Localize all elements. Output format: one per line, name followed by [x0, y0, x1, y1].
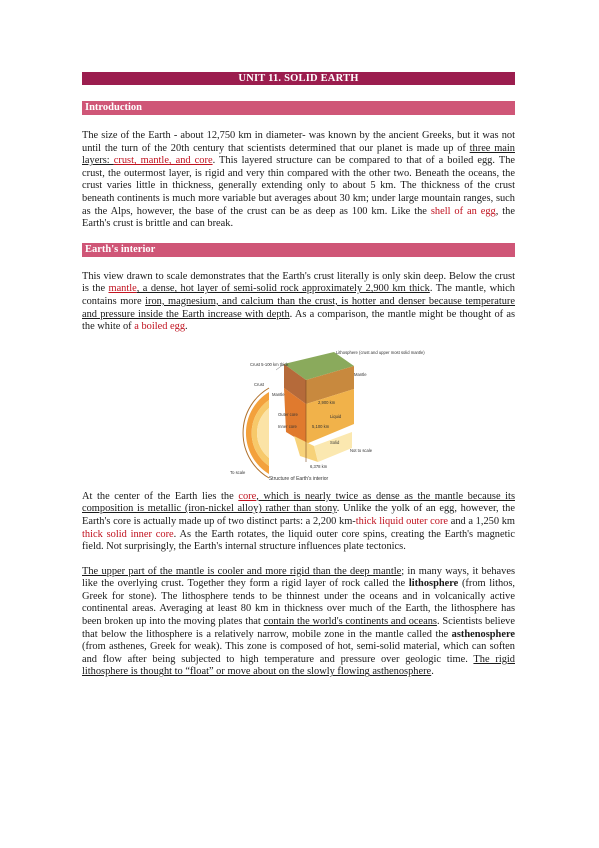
text-run: . As the Earth rotates, the liquid outer core spins, creating the Earth's magnetic field. Not surprisingly, the Earth's internal structure influences plate tectonics. [82, 528, 515, 553]
label-liquid: Liquid [329, 413, 341, 419]
section-heading-earths-interior: Earth's interior [82, 243, 515, 257]
text-run: (from lithos, Greek for stone). The lithosphere tends to be thinnest under the oceans and in volcanically active continental areas. Averaging at least 80 km in thickness over much of the Earth, the lithosphere has been broken up into the moving plates that [82, 578, 516, 628]
text-run: . [185, 321, 188, 333]
key-term-core: core [238, 490, 257, 502]
key-term-outer-core: thick liquid outer core [355, 515, 449, 527]
text-run: , a dense, hot layer of semi-solid rock approximately 2,900 km thick [136, 283, 430, 295]
text-run: ; in many ways, it behaves like the overlying crust. Together they form a rigid layer of rock called the [82, 565, 515, 590]
intro-paragraph [82, 130, 515, 231]
label-mantle-right: Mantle [353, 371, 367, 377]
label-crust-thick: Crust 5-100 km thick [249, 361, 288, 367]
text-run: . The mantle, which contains more [82, 283, 515, 307]
label-crust: Crust [253, 381, 264, 387]
figure-caption: Structure of Earth's interior [268, 475, 329, 482]
text-run: , which is nearly twice as dense as the mantle because its composition is metallic (iron-nickel alloy) rather than stony [82, 490, 515, 515]
earth-structure-diagram [214, 344, 425, 484]
text-run: . Unlike the yolk of an egg, however, the Earth's core is actually made up of two distinct parts: a 2,200 km- [82, 503, 515, 527]
text-run: . As a comparison, the mantle might be thought of as the white of [82, 308, 515, 333]
label-to-scale: To scale [229, 469, 245, 475]
label-solid: Solid [329, 439, 339, 445]
label-not-to-scale: Not to scale [349, 447, 372, 453]
key-term-mantle: mantle [108, 283, 137, 295]
text-run: The rigid lithosphere is thought to “float” or move about on the slowly flowing asthenosphere [82, 653, 515, 678]
key-term-shell: shell of an egg [430, 205, 496, 217]
text-run: , the Earth's crust is brittle and can break. [82, 205, 515, 230]
text-run: iron, magnesium, and calcium than the crust, is hotter and denser because temperature and pressure inside the Earth increase with depth [82, 295, 516, 320]
earth-structure-figure [214, 344, 425, 484]
key-term-inner-core: thick solid inner core [82, 528, 174, 540]
section-heading-introduction: Introduction [82, 101, 515, 115]
interior-paragraph-1 [82, 271, 515, 334]
to-scale-earth [243, 388, 269, 478]
label-depth-2900: 2,900 km [317, 399, 335, 405]
key-term-lithosphere: lithosphere [408, 578, 459, 590]
label-outer-core: Outer core [277, 411, 298, 417]
text-run: contain the world's continents and oceans [263, 616, 437, 628]
text-run: . [431, 666, 434, 678]
text-run: The upper part of the mantle is cooler and more rigid than the deep mantle [82, 565, 402, 577]
text-run: . Scientists believe that below the lithosphere is a relatively narrow, mobile zone in the mantle called the [82, 616, 515, 640]
cutaway-block [276, 352, 354, 462]
text-run: At the center of the Earth lies the [82, 490, 239, 502]
text-run: This view drawn to scale demonstrates that the Earth's crust literally is only skin deep. Below the crust is the [82, 270, 515, 295]
text-run: three main layers: [82, 142, 515, 167]
key-term-boiled-egg: a boiled egg [134, 321, 186, 333]
key-term-layers: crust, mantle, and core [113, 155, 213, 167]
label-depth-5100: 5,100 km [311, 423, 329, 429]
text-run: (from asthenes, Greek for weak). This zone is composed of hot, semi-solid material, which can soften and flow after being subjected to high temperature and pressure over geologic time. [82, 641, 515, 665]
document-page [82, 72, 515, 679]
unit-title: UNIT 11. SOLID EARTH [82, 72, 515, 85]
key-term-asthenosphere: asthenosphere [451, 628, 515, 640]
label-depth-6378: 6,378 km [309, 463, 327, 469]
label-inner-core: Inner core [277, 423, 297, 429]
label-mantle: Mantle [271, 391, 285, 397]
interior-paragraph-2 [82, 491, 515, 554]
label-lithosphere: Lithosphere (crust and upper most solid mantle) [335, 349, 425, 355]
interior-paragraph-3 [82, 566, 515, 679]
text-run: The size of the Earth - about 12,750 km in diameter- was known by the ancient Greeks, but it was not until the turn of the 20th century that scientists determined that our planet is made up of [82, 130, 515, 154]
text-run: and a 1,250 km [448, 515, 515, 527]
text-run: . This layered structure can be compared to that of a boiled egg. The crust, the outermost layer, is rigid and very thin compared with the other two. Beneath the oceans, the crust varies little in thickness, generally extending only to about 5 km. The thickness of the crust beneath continents is much more variable but averages about 30 km; under large mountain ranges, such as the Alps, however, the base of the crust can be as deep as 100 km. Like the [82, 155, 515, 217]
